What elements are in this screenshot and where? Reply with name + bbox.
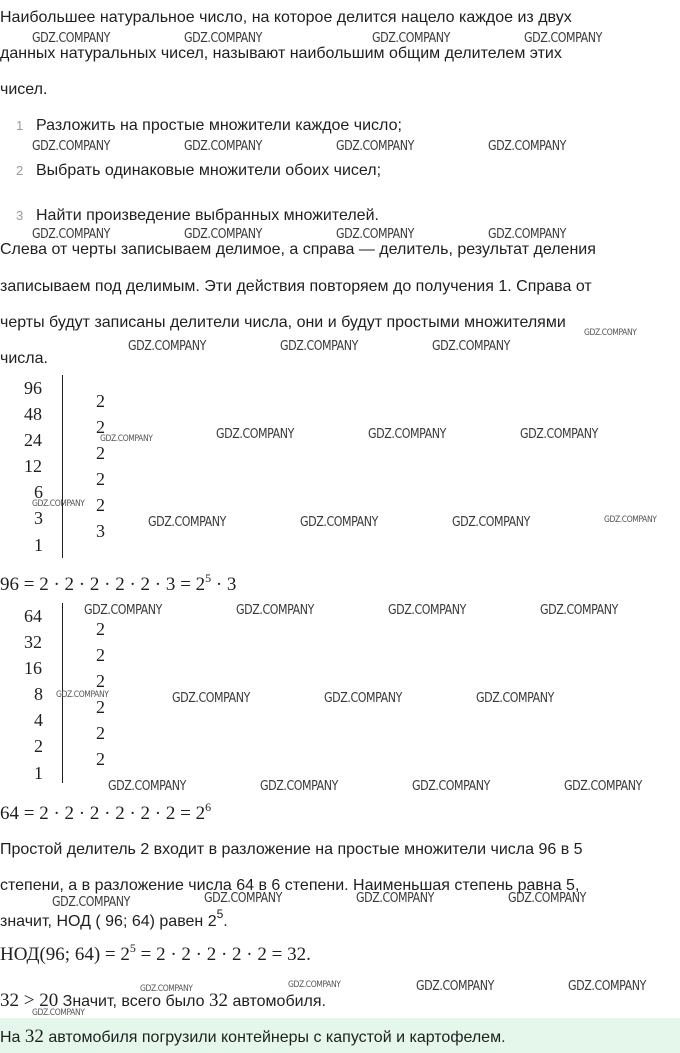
factor-96-dividend: 96: [24, 378, 42, 398]
watermark-text: GDZ.COMPANY: [452, 515, 530, 530]
watermark-text: GDZ.COMPANY: [488, 139, 566, 154]
factor-64-divisor: 2: [96, 749, 105, 769]
watermark-text: GDZ.COMPANY: [324, 691, 402, 706]
watermark-text: GDZ.COMPANY: [84, 603, 162, 618]
factor-96-dividend: 3: [34, 508, 43, 528]
watermark-text: GDZ.COMPANY: [336, 139, 414, 154]
method-line-3: черты будут записаны делители числа, они и будут простыми множителями: [0, 314, 566, 331]
factor-96-dividend: 48: [24, 404, 42, 424]
watermark-text: GDZ.COMPANY: [524, 31, 602, 46]
conclusion-line-1: Простой делитель 2 входит в разложение на простые множители числа 96 в 5: [0, 841, 583, 858]
factor-64-divisor: 2: [96, 619, 105, 639]
watermark-text: GDZ.COMPANY: [32, 1008, 85, 1018]
watermark-text: GDZ.COMPANY: [432, 339, 510, 354]
watermark-text: GDZ.COMPANY: [216, 427, 294, 442]
factor-64-dividend: 64: [24, 606, 42, 626]
watermark-text: GDZ.COMPANY: [368, 427, 446, 442]
watermark-text: GDZ.COMPANY: [32, 31, 110, 46]
factor-64-dividend: 8: [34, 684, 43, 704]
factor-96-divisor: 3: [96, 521, 105, 541]
factor-96-divider-line: [62, 375, 63, 558]
watermark-text: GDZ.COMPANY: [184, 31, 262, 46]
watermark-text: GDZ.COMPANY: [300, 515, 378, 530]
watermark-text: GDZ.COMPANY: [336, 227, 414, 242]
watermark-text: GDZ.COMPANY: [148, 515, 226, 530]
watermark-text: GDZ.COMPANY: [604, 515, 657, 525]
factor-64-divisor: 2: [96, 723, 105, 743]
factor-64-dividend: 2: [34, 736, 43, 756]
factor-96-divisor: 2: [96, 495, 105, 515]
watermark-text: GDZ.COMPANY: [184, 227, 262, 242]
factor-96-dividend: 12: [24, 456, 42, 476]
factor-64-dividend: 16: [24, 658, 42, 678]
watermark-text: GDZ.COMPANY: [52, 895, 130, 910]
watermark-text: GDZ.COMPANY: [260, 779, 338, 794]
watermark-text: GDZ.COMPANY: [32, 227, 110, 242]
factor-64-divisor: 2: [96, 671, 105, 691]
watermark-text: GDZ.COMPANY: [32, 139, 110, 154]
method-line-1: Слева от черты записываем делимое, а справа — делитель, результат деления: [0, 241, 596, 258]
method-line-2: записываем под делимым. Эти действия повторяем до получения 1. Справа от: [0, 278, 592, 295]
factor-64-divisor: 2: [96, 645, 105, 665]
step-3-number: 3: [16, 208, 24, 223]
watermark-text: GDZ.COMPANY: [488, 227, 566, 242]
factor-64-dividend: 4: [34, 710, 43, 730]
watermark-text: GDZ.COMPANY: [372, 31, 450, 46]
factor-96-dividend: 1: [34, 535, 43, 555]
watermark-text: GDZ.COMPANY: [204, 891, 282, 906]
method-line-4: числа.: [0, 350, 48, 367]
gcd-result: НОД(96; $64) = 2^5 = 2 \cdot 2 \cdot 2 \cdot 2 \cdot 2 = 32$.: [0, 941, 311, 965]
watermark-text: GDZ.COMPANY: [416, 979, 494, 994]
watermark-text: GDZ.COMPANY: [568, 979, 646, 994]
watermark-text: GDZ.COMPANY: [32, 499, 85, 509]
watermark-text: GDZ.COMPANY: [520, 427, 598, 442]
watermark-text: GDZ.COMPANY: [388, 603, 466, 618]
definition-line-1: Наибольшее натуральное число, на которое делится нацело каждое из двух: [0, 9, 572, 26]
step-1-number: 1: [16, 118, 24, 133]
watermark-text: GDZ.COMPANY: [100, 434, 153, 444]
step-3-text: Найти произведение выбранных множителей.: [36, 207, 379, 224]
factor-96-divisor: 2: [96, 443, 105, 463]
factor-96-dividend: 6: [34, 482, 43, 502]
factor-64-divisor: 2: [96, 697, 105, 717]
comparison-line: 32 > 20 Значит, всего было 32 автомобиля.: [0, 990, 326, 1011]
watermark-text: GDZ.COMPANY: [412, 779, 490, 794]
step-2-number: 2: [16, 163, 24, 178]
definition-line-2: данных натуральных чисел, называют наибольшим общим делителем этих: [0, 45, 562, 62]
watermark-text: GDZ.COMPANY: [356, 891, 434, 906]
watermark-text: GDZ.COMPANY: [108, 779, 186, 794]
definition-line-3: чисел.: [0, 81, 48, 98]
watermark-text: GDZ.COMPANY: [584, 328, 637, 338]
watermark-text: GDZ.COMPANY: [236, 603, 314, 618]
factor-96-divisor: 2: [96, 469, 105, 489]
answer-text: На 32 автомобиля погрузили контейнеры с капустой и картофелем.: [0, 1026, 506, 1047]
conclusion-line-3: значит, НОД ( 96; 64) равен $2^5$.: [0, 907, 228, 930]
watermark-text: GDZ.COMPANY: [288, 980, 341, 990]
factor-96-dividend: 24: [24, 430, 42, 450]
factor-96-divisor: 2: [96, 417, 105, 437]
factor-64-dividend: 32: [24, 632, 42, 652]
watermark-text: GDZ.COMPANY: [508, 891, 586, 906]
step-1-text: Разложить на простые множители каждое число;: [36, 117, 402, 134]
watermark-text: GDZ.COMPANY: [184, 139, 262, 154]
watermark-text: GDZ.COMPANY: [564, 779, 642, 794]
watermark-text: GDZ.COMPANY: [140, 984, 193, 994]
watermark-text: GDZ.COMPANY: [540, 603, 618, 618]
factor-64-dividend: 1: [34, 763, 43, 783]
watermark-text: GDZ.COMPANY: [56, 690, 109, 700]
watermark-text: GDZ.COMPANY: [280, 339, 358, 354]
conclusion-line-2: степени, а в разложение числа 64 в 6 степени. Наименьшая степень равна 5,: [0, 877, 580, 894]
watermark-text: GDZ.COMPANY: [128, 339, 206, 354]
factor-96-result: $96 = 2 \cdot 2 \cdot 2 \cdot 2 \cdot 2 \cdot 3 = 2^5 \cdot 3$: [0, 571, 237, 595]
factor-96-divisor: 2: [96, 391, 105, 411]
watermark-text: GDZ.COMPANY: [476, 691, 554, 706]
watermark-text: GDZ.COMPANY: [172, 691, 250, 706]
factor-64-result: $64 = 2 \cdot 2 \cdot 2 \cdot 2 \cdot 2 \cdot 2 = 2^6$: [0, 800, 212, 824]
step-2-text: Выбрать одинаковые множители обоих чисел;: [36, 162, 382, 179]
